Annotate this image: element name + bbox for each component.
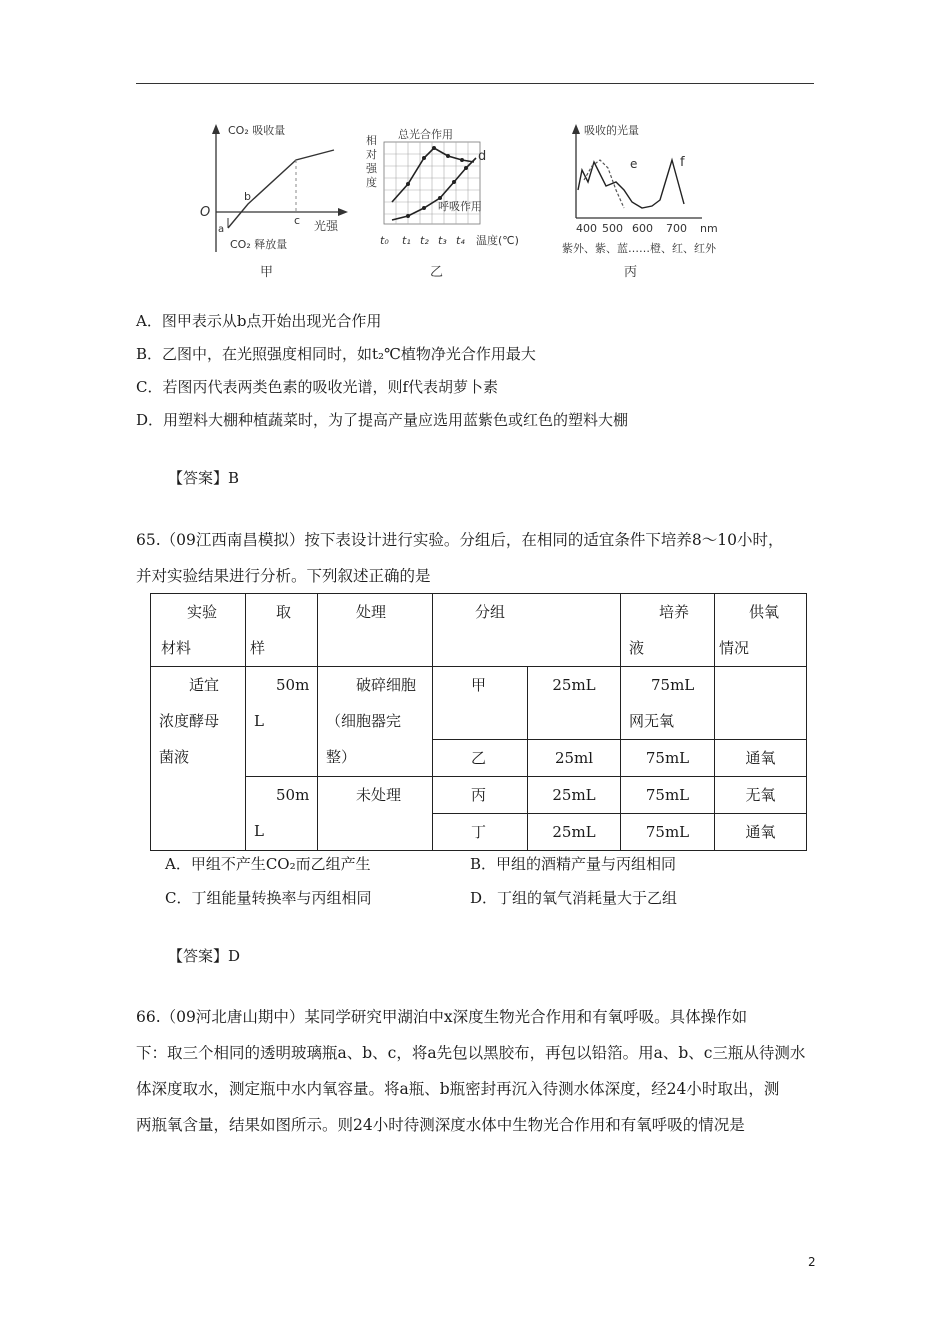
yi-ylabel-3: 强 bbox=[366, 162, 377, 175]
cell-oxygen: 通氧 bbox=[715, 814, 807, 851]
bing-ylabel: 吸收的光量 bbox=[584, 124, 639, 137]
table-header-row bbox=[151, 594, 807, 667]
experiment-table bbox=[150, 593, 807, 851]
figure-jia bbox=[200, 123, 348, 280]
cell-group: 甲 bbox=[433, 667, 528, 740]
yi-tick-0: t₀ bbox=[380, 234, 389, 247]
bing-label-e: e bbox=[630, 157, 638, 171]
figure-bing bbox=[562, 123, 718, 280]
figure-group bbox=[200, 120, 760, 290]
jia-caption: 甲 bbox=[260, 265, 274, 280]
q65-line-2: 并对实验结果进行分析。下列叙述正确的是 bbox=[136, 567, 431, 585]
yi-ylabel-4: 度 bbox=[366, 176, 377, 189]
q66-line-4: 两瓶氧含量，结果如图所示。则24小时待测深度水体中生物光合作用和有氧呼吸的情况是 bbox=[136, 1116, 745, 1134]
bing-bands: 紫外、紫、蓝……橙、红、红外 bbox=[562, 242, 716, 255]
yi-xlabel: 温度(℃) bbox=[476, 234, 519, 247]
bing-tick-400: 400 bbox=[576, 222, 597, 235]
cell-medium: 75mL bbox=[621, 814, 715, 851]
q64-option-c: C．若图丙代表两类色素的吸收光谱，则f代表胡萝卜素 bbox=[136, 378, 499, 396]
cell-treatment-2: 未处理 bbox=[318, 777, 433, 851]
cell-oxygen: 无氧 bbox=[715, 777, 807, 814]
jia-origin: O bbox=[200, 205, 211, 220]
q65-option-b: B．甲组的酒精产量与丙组相同 bbox=[470, 855, 677, 873]
yi-tick-1: t₁ bbox=[402, 234, 411, 247]
q65-option-c: C．丁组能量转换率与丙组相同 bbox=[165, 889, 372, 907]
q66-line-2: 下：取三个相同的透明玻璃瓶a、b、c，将a先包以黑胶布，再包以铅箔。用a、b、c三瓶从待测水 bbox=[136, 1044, 806, 1062]
header-sample: 取 样 bbox=[246, 594, 318, 667]
jia-curve bbox=[228, 150, 334, 228]
q65-stem bbox=[136, 522, 822, 594]
jia-point-b: b bbox=[244, 190, 251, 203]
bing-label-f: f bbox=[680, 155, 685, 170]
header-oxygen: 供氧 情况 bbox=[715, 594, 807, 667]
cell-treatment-1: 破碎细胞 （细胞器完 整） bbox=[318, 667, 433, 777]
q64-option-d: D．用塑料大棚种植蔬菜时，为了提高产量应选用蓝紫色或红色的塑料大棚 bbox=[136, 411, 629, 429]
cell-material: 适宜 浓度酵母 菌液 bbox=[151, 667, 246, 851]
jia-ylabel-top: CO₂ 吸收量 bbox=[228, 124, 286, 137]
q66-stem bbox=[136, 999, 822, 1143]
cell-oxygen bbox=[715, 667, 807, 740]
header-medium: 培养 液 bbox=[621, 594, 715, 667]
q65-option-a: A．甲组不产生CO₂而乙组产生 bbox=[165, 855, 371, 873]
q65-option-d: D．丁组的氧气消耗量大于乙组 bbox=[470, 889, 678, 907]
q65-line-1: 65.（09江西南昌模拟）按下表设计进行实验。分组后，在相同的适宜条件下培养8～10小时， bbox=[136, 531, 784, 549]
header-group: 分组 bbox=[433, 594, 621, 667]
table-row bbox=[151, 777, 807, 814]
yi-total-curve bbox=[392, 148, 474, 202]
yi-ylabel-1: 相 bbox=[366, 134, 377, 147]
jia-point-a: a bbox=[218, 224, 225, 235]
q65-answer: 【答案】D bbox=[168, 947, 241, 965]
header-treatment: 处理 bbox=[318, 594, 433, 667]
cell-oxygen: 通氧 bbox=[715, 740, 807, 777]
jia-point-c: c bbox=[294, 214, 301, 227]
cell-volume: 25mL bbox=[528, 777, 621, 814]
yi-tick-4: t₄ bbox=[456, 234, 465, 247]
yi-resp-label: 呼吸作用 bbox=[438, 200, 482, 213]
bing-tick-700: 700 bbox=[666, 222, 687, 235]
bing-caption: 丙 bbox=[624, 265, 638, 280]
cell-medium: 75mL bbox=[621, 740, 715, 777]
header-material: 实验 材料 bbox=[151, 594, 246, 667]
cell-group: 丁 bbox=[433, 814, 528, 851]
cell-sample-2: 50m L bbox=[246, 777, 318, 851]
cell-group: 乙 bbox=[433, 740, 528, 777]
yi-ylabel-2: 对 bbox=[366, 148, 377, 161]
bing-y-arrow bbox=[572, 124, 580, 134]
cell-medium: 75mL 网无氧 bbox=[621, 667, 715, 740]
jia-xlabel: 光强 bbox=[314, 219, 339, 233]
yi-total-label: 总光合作用 bbox=[398, 128, 453, 141]
jia-ylabel-bottom: CO₂ 释放量 bbox=[230, 238, 288, 251]
q64-option-a: A．图甲表示从b点开始出现光合作用 bbox=[136, 312, 382, 330]
cell-sample-1: 50m L bbox=[246, 667, 318, 777]
page-number: 2 bbox=[808, 1255, 816, 1269]
yi-tick-3: t₃ bbox=[438, 234, 447, 247]
q66-line-3: 体深度取水，测定瓶中水内氧容量。将a瓶、b瓶密封再沉入待测水体深度，经24小时取出，测 bbox=[136, 1080, 780, 1098]
q64-answer: 【答案】B bbox=[168, 469, 240, 487]
header-rule bbox=[136, 83, 814, 84]
q66-line-1: 66.（09河北唐山期中）某同学研究甲湖泊中x深度生物光合作用和有氧呼吸。具体操作如 bbox=[136, 1008, 748, 1026]
bing-tick-500: 500 bbox=[602, 222, 623, 235]
figures-svg bbox=[200, 120, 760, 290]
yi-caption: 乙 bbox=[430, 265, 444, 280]
bing-tick-nm: nm bbox=[700, 222, 718, 235]
jia-y-arrow bbox=[212, 124, 220, 134]
jia-x-arrow bbox=[338, 208, 348, 216]
cell-volume: 25mL bbox=[528, 667, 621, 740]
q64-option-b: B．乙图中，在光照强度相同时，如t₂℃植物净光合作用最大 bbox=[136, 345, 536, 363]
yi-tick-2: t₂ bbox=[420, 234, 429, 247]
bing-tick-600: 600 bbox=[632, 222, 653, 235]
yi-point-d: d bbox=[478, 149, 487, 164]
table-row bbox=[151, 667, 807, 740]
cell-group: 丙 bbox=[433, 777, 528, 814]
cell-volume: 25mL bbox=[528, 814, 621, 851]
figure-yi bbox=[366, 127, 519, 280]
cell-volume: 25ml bbox=[528, 740, 621, 777]
cell-medium: 75mL bbox=[621, 777, 715, 814]
